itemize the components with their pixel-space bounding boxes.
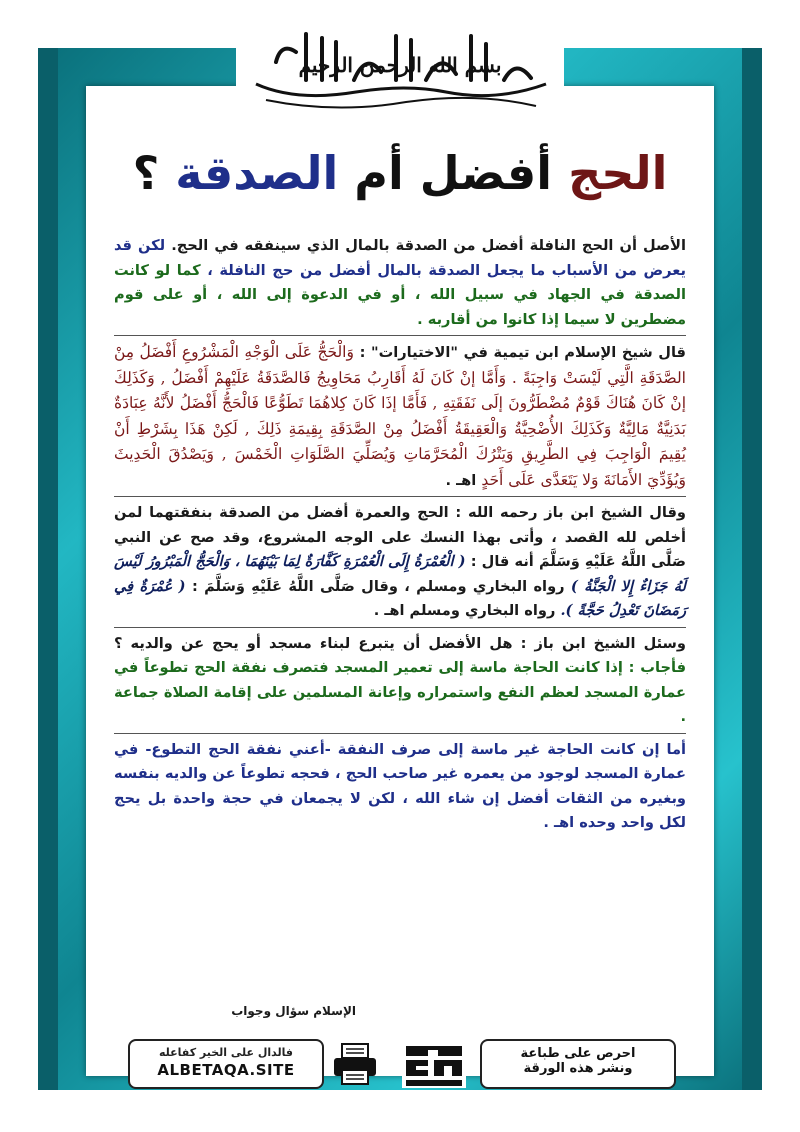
footer-print-box [480,1039,676,1089]
paragraph-3 [114,501,686,624]
title-part2: أفضل أم [354,146,553,200]
title-part3: الصدقة [175,146,339,200]
p3-hadith-1: ( الْعُمْرَةُ إِلَى الْعُمْرَةِ كَفَّارَةٌ لِمَا بَيْنَهُمَا ، وَالْحَجُّ الْمَبْرُورُ لَيْسَ لَهُ جَزَاءٌ إِلا الْجَنَّةُ ) [114,553,686,595]
divider [114,627,686,628]
p2-end: اهـ . [445,471,477,489]
frame-right-edge [742,48,762,1090]
paragraph-5 [114,738,686,836]
footer-print-line1: احرص على طباعة [520,1046,636,1061]
title-part1: الحج [568,146,668,200]
paragraph-4 [114,632,686,730]
divider [114,496,686,497]
footer-site-url[interactable]: ALBETAQA.SITE [157,1061,295,1079]
paragraph-1 [114,234,686,332]
divider [114,335,686,336]
p3-text-d: وقال صَلَّى اللَّهُ عَلَيْهِ وَسَلَّمَ : [191,577,398,595]
footer-print-line2: ونشر هذه الورقة [523,1061,633,1076]
p3-text-b: وقد صح عن النبي صَلَّى اللَّهُ عَلَيْهِ وَسَلَّمَ أنه قال : [114,528,686,570]
p1-line-c: كما لو كانت الصدقة في الجهاد في سبيل الله ، أو في الدعوة إلى الله ، أو على قوم مضطرين لا سيما إذا كانوا من أقاربه . [114,261,686,328]
printer-icon [330,1042,380,1086]
title-question-mark: ؟ [132,146,160,200]
p3-text-c: رواه البخاري ومسلم ، [404,577,565,595]
footer-slogan: فالدال على الخير كفاعله [158,1046,294,1059]
page-title [120,138,680,208]
p1-line-a: الأصل أن الحج النافلة أفضل من الصدقة بالمال الذي سينفقه في الحج. [171,237,686,254]
divider [114,733,686,734]
article-body [114,234,686,1034]
footer-site-box [128,1039,324,1089]
source-label: الإسلام سؤال وجواب [231,1004,356,1018]
p3-hadith-2: ( عُمْرَةٌ فِي رَمَضَانَ تَعْدِلُ حَجَّةً ). [114,577,686,619]
logo-icon [398,1036,470,1092]
p2-intro: قال شيخ الإسلام ابن تيمية في "الاختيارات" : [359,344,686,361]
frame-left-edge [38,48,58,1090]
p3-text-e: رواه البخاري ومسلم اهـ . [373,602,556,619]
p5-text: أما إن كانت الحاجة غير ماسة إلى صرف النفقة -أعني نفقة الحج التطوع- في عمارة المسجد لوجود من يعمره غير صاحب الحج ، فحجه تطوعاً عن والديه بنفسه وبغيره من الثقات أفضل إن شاء الله ، لكن لا يجمعان في حجة واحدة بل يحج لكل واحد وحده اهـ . [114,740,686,831]
p1-line-b: لكن قد يعرض من الأسباب ما يجعل الصدقة بالمال أفضل من حج النافلة ، [114,237,686,279]
p2-quote: وَالْحَجُّ عَلَى الْوَجْهِ الْمَشْرُوعِ أَفْضَلُ مِنْ الصَّدَقَةِ الَّتِي لَيْسَتْ وَاجِبَةً . وَأَمَّا إنْ كَانَ لَهُ أَقَارِبُ مَحَاوِيجُ فَالصَّدَقَةُ عَلَيْهِمْ أَفْضَلُ , وَكَذَلِكَ إنْ كَانَ هُنَاكَ قَوْمٌ مُضْطَرُّونَ إلَى نَفَقَتِهِ , فَأَمَّا إذَا كَانَ كِلاهُمَا تَطَوُّعًا فَالْحَجُّ أَفْضَلُ لأَنَّهُ عِبَادَةٌ بَدَنِيَّةٌ مَالِيَّةٌ وَكَذَلِكَ الأُضْحِيَّةُ وَالْعَقِيقَةُ أَفْضَلُ مِنْ الصَّدَقَةِ بِقِيمَةِ ذَلِكَ , لَكِنْ هَذَا بِشَرْطِ أَنْ يُقِيمَ الْوَاجِبَ فِي الطَّرِيقِ وَيَتْرُكَ الْمُحَرَّمَاتِ وَيُصَلِّيَ الصَّلَوَاتِ الْخَمْسَ , وَيَصْدُقَ الْحَدِيثَ وَيُؤَدِّيَ الأَمَانَةَ وَلا يَتَعَدَّى عَلَى أَحَدٍ [114,343,686,489]
paragraph-2 [114,340,686,493]
basmala-text: بسم الله الرحمن الرحيم [298,53,502,77]
p3-text-a: وقال الشيخ ابن باز رحمه الله : الحج والعمرة أفضل من الصدقة بنفقتهما لمن أخلص لله القصد ، وأتى بهذا النسك على الوجه المشروع، [114,504,686,546]
p4-question: وسئل الشيخ ابن باز : هل الأفضل أن يتبرع لبناء مسجد أو يحج عن والديه ؟ [114,634,686,652]
p4-answer: فأجاب : إذا كانت الحاجة ماسة إلى تعمير المسجد فتصرف نفقة الحج تطوعاً في عمارة المسجد لعظم النفع واستمراره وإعانة المسلمين على إقامة الصلاة جماعة . [114,659,686,725]
basmala-calligraphy [236,22,564,112]
